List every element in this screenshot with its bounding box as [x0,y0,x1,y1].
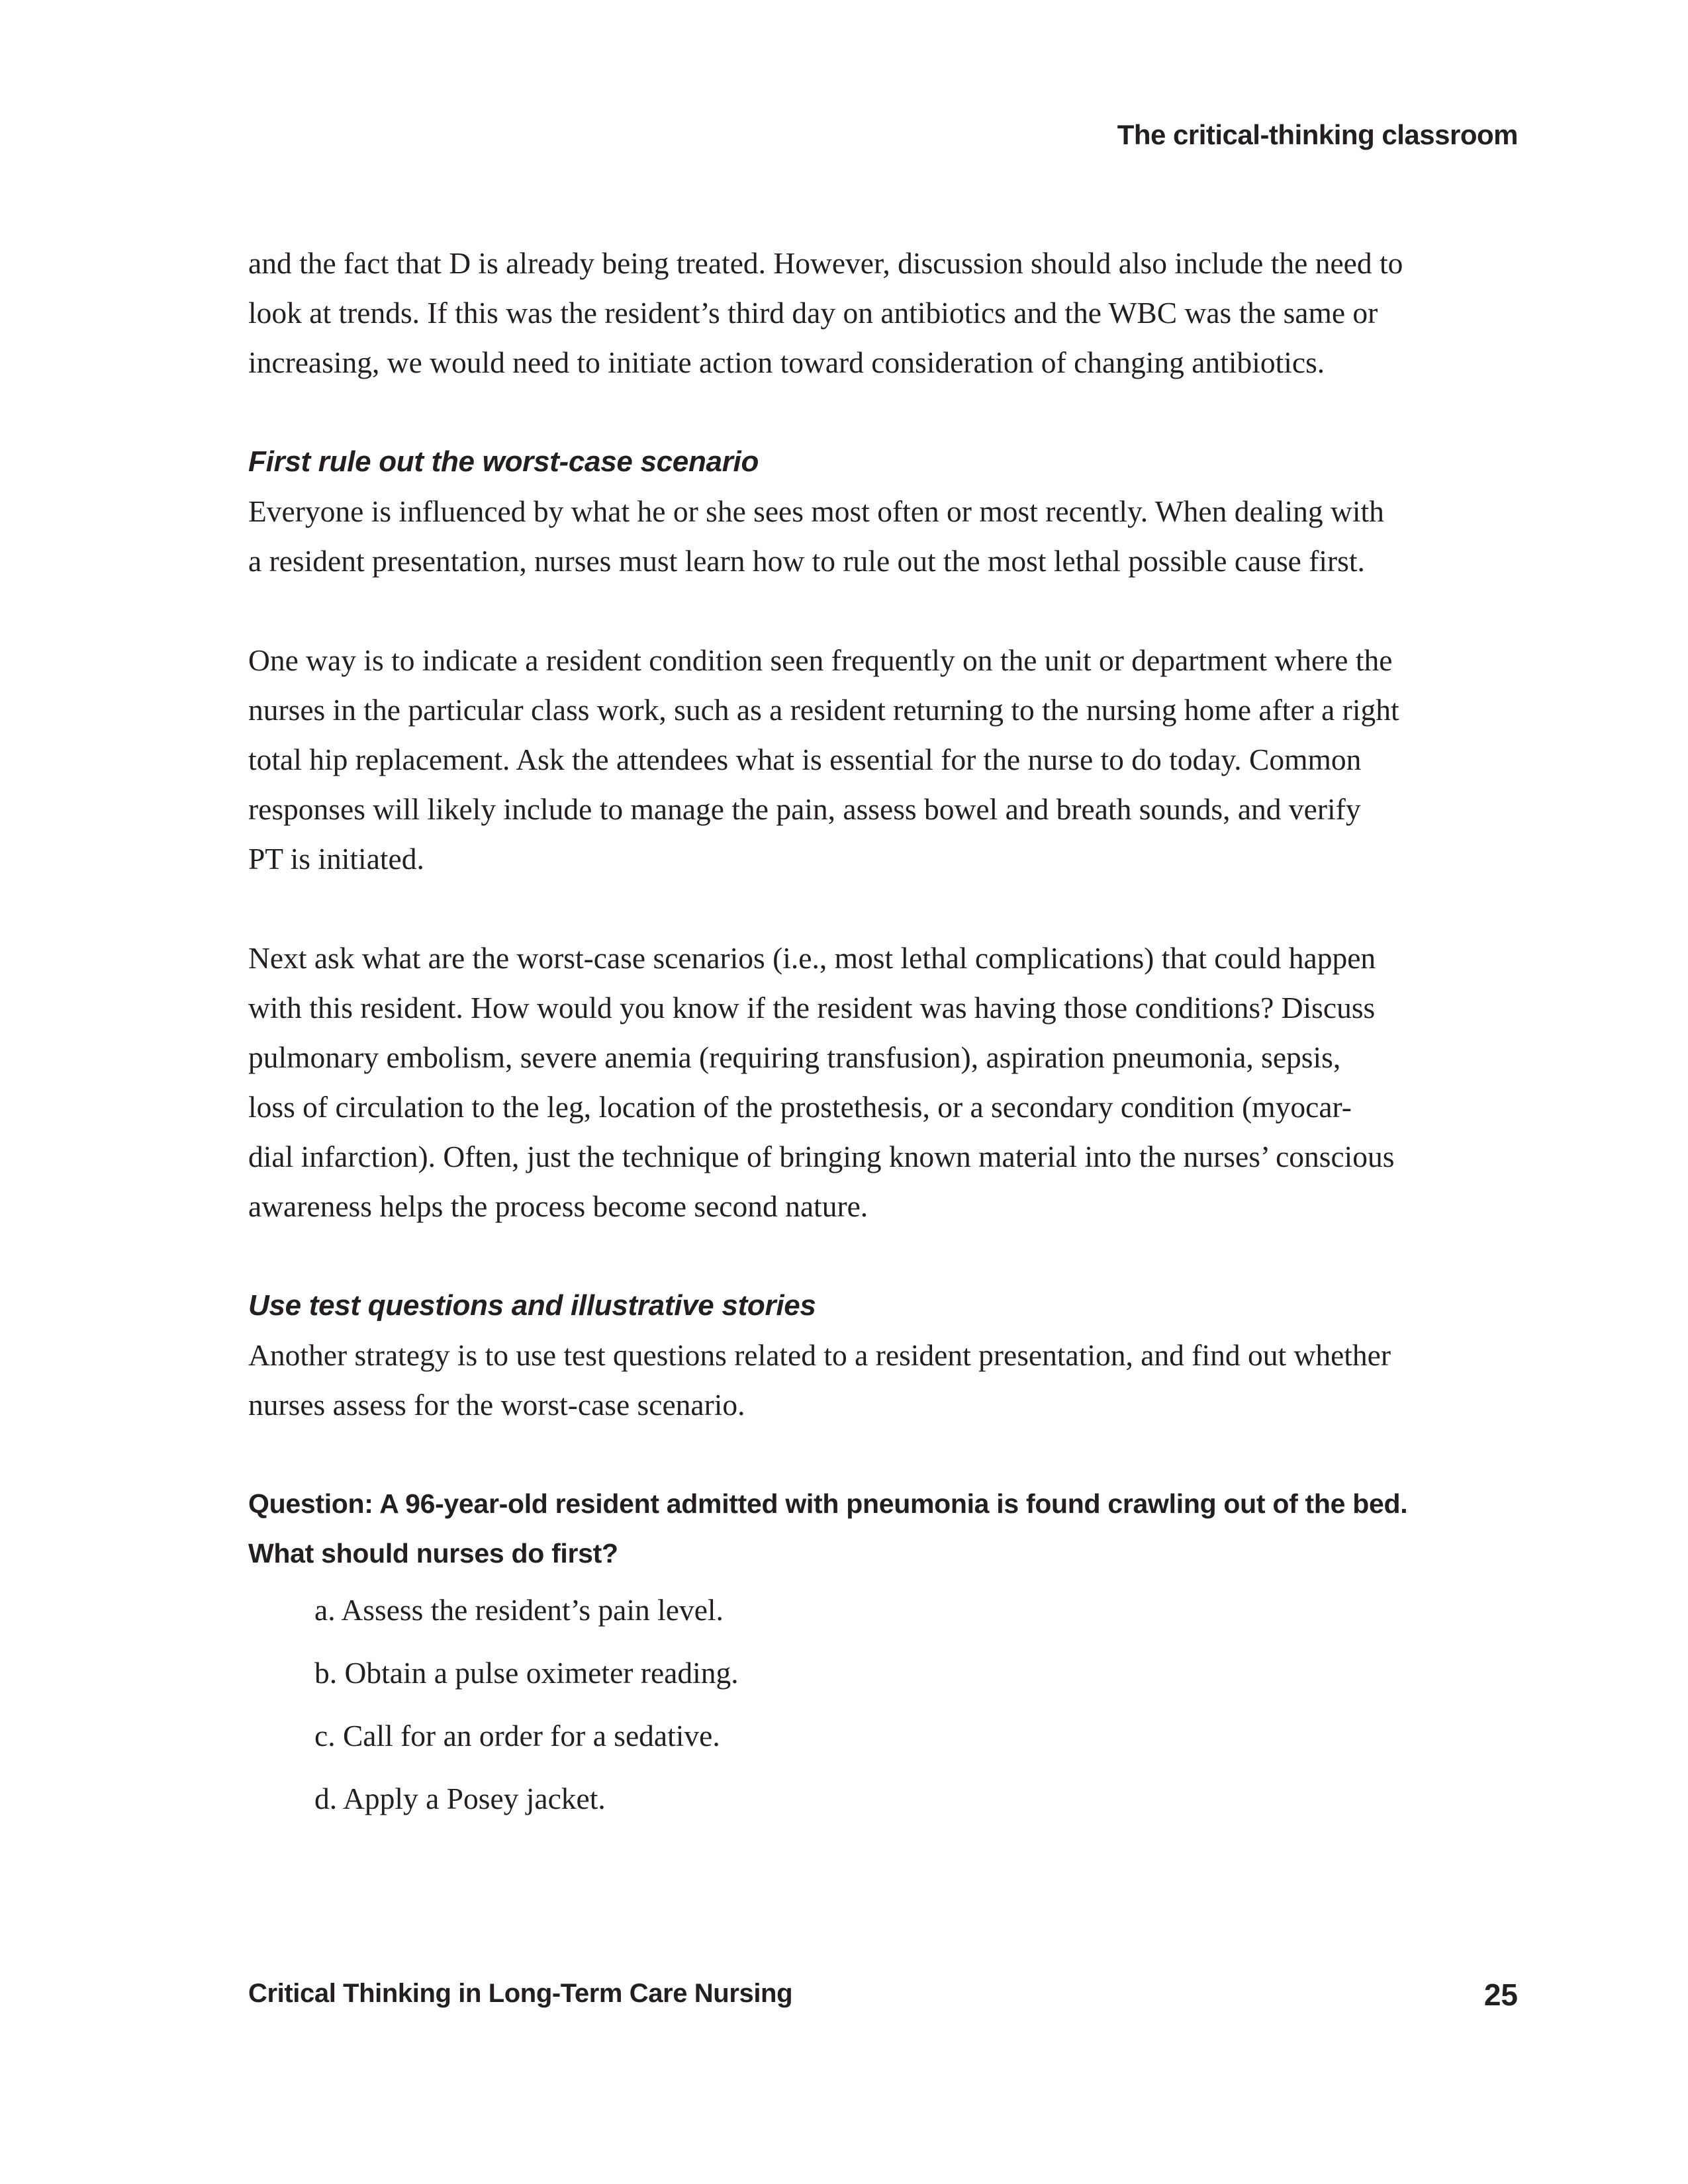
section-heading-worst-case: First rule out the worst-case scenario [248,445,759,478]
text-line: PT is initiated. [248,842,424,876]
question-line: What should nurses do first? [248,1538,618,1569]
page-number: 25 [1483,1978,1518,2012]
question-text [248,1479,1523,1578]
text-line: responses will likely include to manage the pain, assess bowel and breath sounds, and verify [248,792,1361,826]
text-line: nurses assess for the worst-case scenario. [248,1388,745,1422]
page-body [248,238,1523,1830]
running-head: The critical-thinking classroom [1117,119,1518,150]
answer-option-b: b. Obtain a pulse oximeter reading. [314,1656,739,1690]
text-line: Next ask what are the worst-case scenarios (i.e., most lethal complications) that could happen [248,941,1376,975]
text-line: pulmonary embolism, severe anemia (requiring transfusion), aspiration pneumonia, sepsis, [248,1040,1341,1074]
text-line: awareness helps the process become second nature. [248,1189,868,1223]
question-line: Question: A 96-year-old resident admitted with pneumonia is found crawling out of the bed. [248,1488,1408,1519]
answer-option-c: c. Call for an order for a sedative. [314,1719,720,1752]
paragraph-hip-replacement [248,635,1523,884]
text-line: nurses in the particular class work, such as a resident returning to the nursing home after a right [248,693,1399,727]
answer-option-a: a. Assess the resident’s pain level. [314,1593,724,1627]
text-line: dial infarction). Often, just the technique of bringing known material into the nurses’ conscious [248,1140,1395,1173]
answer-option-d: d. Apply a Posey jacket. [314,1782,606,1815]
text-line: One way is to indicate a resident condition seen frequently on the unit or department where the [248,643,1393,677]
paragraph-continuation [248,238,1523,387]
text-line: increasing, we would need to initiate action toward consideration of changing antibiotics. [248,345,1325,379]
answer-options [248,1578,1523,1830]
text-line: a resident presentation, nurses must learn how to rule out the most lethal possible cause first. [248,544,1365,578]
text-line: and the fact that D is already being treated. However, discussion should also include the need to [248,246,1403,280]
text-line: total hip replacement. Ask the attendees what is essential for the nurse to do today. Common [248,743,1362,776]
section-heading-test-questions: Use test questions and illustrative stories [248,1289,816,1322]
text-line: Another strategy is to use test questions related to a resident presentation, and find out whether [248,1338,1391,1372]
paragraph-worst-case-scenarios [248,933,1523,1231]
text-line: with this resident. How would you know if the resident was having those conditions? Discuss [248,991,1376,1024]
text-line: look at trends. If this was the resident’s third day on antibiotics and the WBC was the same or [248,296,1378,330]
paragraph-influence [248,486,1523,586]
text-line: loss of circulation to the leg, location of the prostethesis, or a secondary condition (myocar- [248,1090,1352,1124]
paragraph-strategy [248,1330,1523,1430]
text-line: Everyone is influenced by what he or she sees most often or most recently. When dealing with [248,494,1384,528]
footer-book-title: Critical Thinking in Long-Term Care Nursing [248,1979,793,2008]
